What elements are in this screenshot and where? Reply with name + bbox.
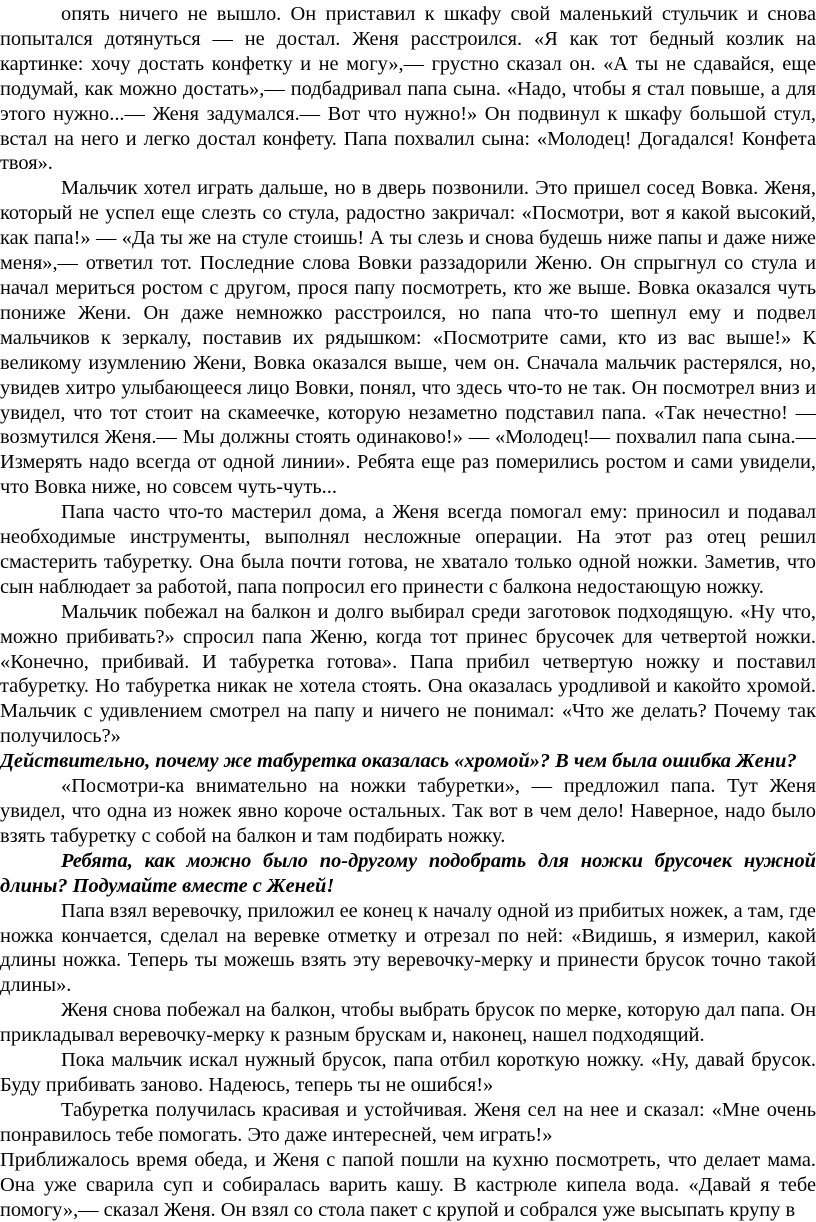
paragraph-11: Табуретка получилась красивая и устойчивая. Женя сел на нее и сказал: «Мне очень понравилось тебе помогать. Это даже интересней, чем играть!»	[0, 1098, 816, 1146]
paragraph-8: Папа взял веревочку, приложил ее конец к началу одной из прибитых ножек, а там, где ножка кончается, сделал на веревке отметку и отрезал по ней: «Видишь, я измерил, какой длины ножка. Теперь ты можешь взять эту веревочку-мерку и принести брусок точно такой длины».	[0, 899, 816, 997]
paragraph-4: Мальчик побежал на балкон и долго выбирал среди заготовок подходящую. «Ну что, можно прибивать?» спросил папа Женю, когда тот принес брусочек для четвертой ножки. «Конечно, прибивай. И табуретка готова». Папа прибил четвертую ножку и поставил табуретку. Но табуретка никак не хотела стоять. Она оказалась уродливой и какойто хромой. Мальчик с удивлением смотрел на папу и ничего не понимал: «Что же делать? Почему так получилось?»	[0, 600, 816, 748]
paragraph-3: Папа часто что-то мастерил дома, а Женя всегда помогал ему: приносил и подавал необходимые инструменты, выполнял несложные операции. На этот раз отец решил смастерить табуретку. Она была почти готова, не хватало только одной ножки. Заметив, что сын наблюдает за работой, папа попросил его принести с балкона недостающую ножку.	[0, 501, 816, 598]
question-2: Ребята, как можно было по-другому подобрать для ножки брусочек нужной длины? Подумайте вместе с Женей!	[0, 849, 816, 897]
paragraph-9: Женя снова побежал на балкон, чтобы выбрать брусок по мерке, которую дал папа. Он прикладывал веревочку-мерку к разным брускам и, наконец, нашел подходящий.	[0, 999, 816, 1047]
paragraph-6: «Посмотри-ка внимательно на ножки табуретки», — предложил папа. Тут Женя увидел, что одна из ножек явно короче остальных. Так вот в чем дело! Наверное, надо было взять табуретку с собой на балкон и там подбирать ножку.	[0, 775, 816, 847]
paragraph-10: Пока мальчик искал нужный брусок, папа отбил короткую ножку. «Ну, давай брусок. Буду прибивать заново. Надеюсь, теперь ты не ошибся!»	[0, 1049, 816, 1096]
question-1: Действительно, почему же табуретка оказалась «хромой»? В чем была ошибка Жени?	[0, 750, 797, 773]
paragraph-2: Мальчик хотел играть дальше, но в дверь позвонили. Это пришел сосед Вовка. Женя, который не успел еще слезть со стула, радостно закричал: «Посмотри, вот я какой высокий, как папа!» — «Да ты же на стуле стоишь! А ты слезь и снова будешь ниже папы и даже ниже меня»,— ответил тот. Последние слова Вовки раззадорили Женю. Он спрыгнул со стула и начал мериться ростом с другом, прося папу посмотреть, кто же выше. Вовка оказался чуть пониже Жени. Он даже немножко расстроился, но папа что-то шепнул ему и подвел мальчиков к зеркалу, поставив их рядышком: «Посмотрите сами, кто из вас выше!» К великому изумлению Жени, Вовка оказался выше, чем он. Сначала мальчик растерялся, но, увидев хитро улыбающееся лицо Вовки, понял, что здесь что-то не так. Он посмотрел вниз и увидел, что тот стоит на скамеечке, которую незаметно подставил папа. «Так нечестно! — возмутился Женя.— Мы должны стоять одинаково!» — «Молодец!— похвалил папа сына.— Измерять надо всегда от одной линии». Ребята еще раз померились ростом и сами увидели, что Вовка ниже, но совсем чуть-чуть...	[0, 177, 816, 499]
paragraph-1: опять ничего не вышло. Он приставил к шкафу свой маленький стульчик и снова попытался дотянуться — не достал. Женя расстроился. «Я как тот бедный козлик на картинке: хочу достать конфетку и не могу»,— грустно сказал он. «А ты не сдавайся, еще подумай, как можно достать»,— подбадривал папа сына. «Надо, чтобы я стал повыше, а для этого нужно...— Женя задумался.— Вот что нужно!» Он подвинул к шкафу большой стул, встал на него и легко достал конфету. Папа похвалил сына: «Молодец! Догадался! Конфета твоя».	[0, 3, 816, 175]
paragraph-12: Приближалось время обеда, и Женя с папой пошли на кухню посмотреть, что делает мама. Она уже сварила суп и собиралась варить кашу. В кастрюле кипела вода. «Давай я тебе помогу»,— сказал Женя. Он взял со стола пакет с крупой и собрался уже высыпать крупу в	[0, 1148, 816, 1221]
